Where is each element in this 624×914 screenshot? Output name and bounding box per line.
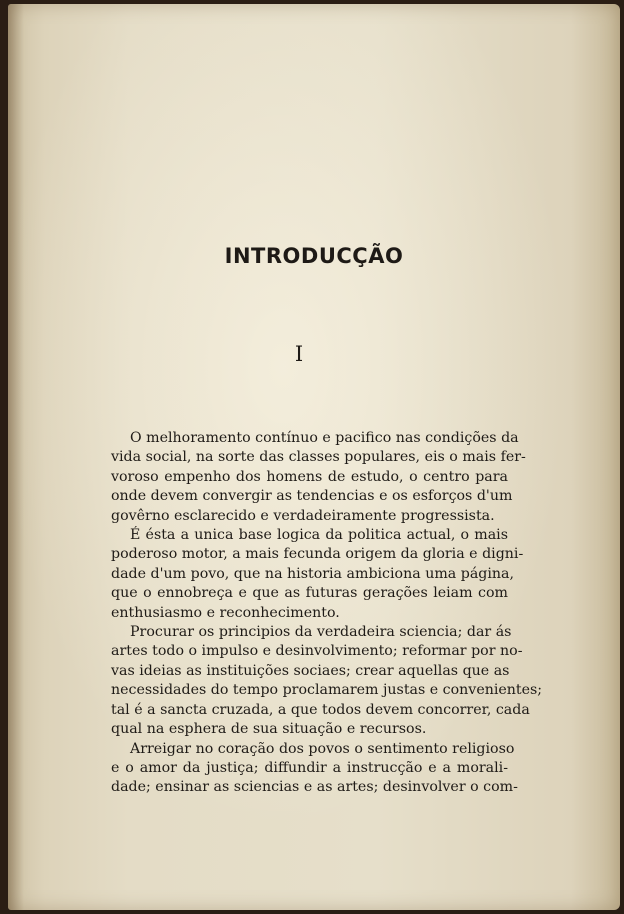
section-number: I — [294, 342, 304, 366]
paragraph-3 — [111, 623, 543, 739]
body-text — [111, 429, 543, 798]
text-line: e o amor da justiça; diffundir a instrucção e a morali- — [111, 759, 508, 776]
text-line: É ésta a unica base logica da politica actual, o mais — [130, 527, 508, 544]
paragraph-1 — [111, 429, 526, 526]
text-line: Arreigar no coração dos povos o sentimento religioso — [130, 740, 515, 757]
text-line: onde devem convergir as tendencias e os esforços d'um — [111, 488, 513, 505]
text-line: dade d'um povo, que na historia ambiciona uma página, — [111, 565, 515, 582]
text-line: necessidades do tempo proclamarem justas e convenientes; — [111, 682, 543, 699]
paragraph-4 — [111, 740, 518, 798]
text-line: Procurar os principios da verdadeira sciencia; dar ás — [130, 624, 512, 641]
text-line: que o ennobreça e que as futuras gerações leiam com — [111, 585, 508, 602]
text-line: dade; ensinar as sciencias e as artes; desinvolver o com- — [111, 779, 518, 796]
paragraph-2 — [111, 526, 524, 623]
text-line: vas ideias as instituições sociaes; crear aquellas que as — [111, 662, 510, 679]
text-line: voroso empenho dos homens de estudo, o centro para — [111, 468, 508, 485]
text-line: O melhoramento contínuo e pacifico nas condições da — [130, 430, 519, 446]
book-page — [8, 4, 620, 910]
text-line: qual na esphera de sua situação e recursos. — [111, 721, 427, 738]
text-line: govêrno esclarecido e verdadeiramente progressista. — [111, 507, 495, 524]
text-line: tal é a sancta cruzada, a que todos devem concorrer, cada — [111, 701, 530, 718]
text-line: poderoso motor, a mais fecunda origem da gloria e digni- — [111, 546, 524, 563]
text-line: vida social, na sorte das classes populares, eis o mais fer- — [111, 449, 526, 466]
text-line: enthusiasmo e reconhecimento. — [111, 604, 340, 621]
chapter-title: INTRODUCÇÃO — [224, 244, 404, 268]
text-line: artes todo o impulso e desinvolvimento; reformar por no- — [111, 643, 523, 660]
